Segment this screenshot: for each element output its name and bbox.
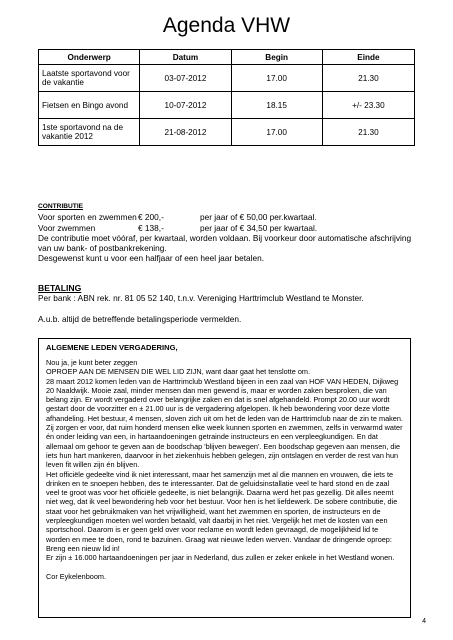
column-header-datum: Datum (140, 50, 231, 65)
vergadering-body (46, 358, 404, 581)
contributie-heading: CONTRIBUTIE (38, 203, 84, 210)
table-row (39, 65, 415, 92)
contributie-line-zwemmen (38, 223, 418, 233)
betaling-line: Per bank : ABN rek. nr. 81 05 52 140, t.n.v. Vereniging Harttrimclub Westland te Monster. (38, 293, 364, 304)
contributie-amount: € 200,- (138, 212, 164, 223)
table-cell-einde: 21.30 (322, 65, 414, 92)
vergadering-signature: Cor Eykelenboom. (46, 571, 107, 581)
table-header-row (39, 50, 415, 65)
contributie-amount: € 138,- (138, 222, 164, 233)
contributie-terms: per jaar of € 34,50 per kwartaal. (200, 222, 318, 233)
table-cell-begin: 17.00 (231, 65, 322, 92)
contributie-text-halfjaar: Desgewenst kunt u voor een halfjaar of een heel jaar betalen. (38, 253, 265, 264)
table-cell-onderwerp: Fietsen en Bingo avond (39, 92, 140, 119)
betaling-note: A.u.b. altijd de betreffende betalingsperiode vermelden. (38, 313, 242, 324)
contributie-label: Voor zwemmen (38, 222, 96, 233)
contributie-text: De contributie moet vóóraf, per kwartaal, worden voldaan. Bij voorkeur door automatische afschrijving van uw bank- of postbankrekening. (38, 232, 412, 254)
column-header-onderwerp: Onderwerp (39, 50, 140, 65)
page-number: 4 (422, 618, 426, 625)
table-cell-onderwerp: 1ste sportavond na de vakantie 2012 (39, 119, 140, 146)
table-cell-datum: 03-07-2012 (140, 65, 231, 92)
table-row (39, 119, 415, 146)
page-title: Agenda VHW (162, 14, 291, 37)
column-header-begin: Begin (231, 50, 322, 65)
betaling-heading: BETALING (38, 283, 82, 293)
contributie-section (38, 202, 418, 264)
table-cell-einde: +/- 23.30 (322, 92, 414, 119)
column-header-einde: Einde (322, 50, 414, 65)
table-cell-begin: 18.15 (231, 92, 322, 119)
agenda-table (38, 49, 415, 146)
vergadering-paragraph: Het officiële gedeelte vind ik niet interessant, maar het samenzijn met al die mannen en vrouwen, die iets te drinken en te snoepen hebben, des te interessanter. Dat de geluidsinstallatie veel te hard stond en de zaal veel te groot was voor het officiële gedeelte, is niet belangrijk. Daarna werd het pas gezellig. Dit alles neemt niet weg, dat ik veel bewondering heb voor het bestuur. Voor hen is het liefdewerk. De sobere contributie, die staat voor het gebruikmaken van het vrijwilligheid, want het zwemmen en sporten, de instructeurs en de verpleegkundigen moeten wel worden betaald, valt daarbij in het niet. Vergelijk het met de kosten van een sportschool. Daarom is er geen geld over voor reclame en wordt leden gevraagd, de mogelijkheid lid te worden en mee te doen, rond te bazuinen. Graag wat nieuwe leden werven. Vandaar de dringende oproep: Breng een nieuw lid in! (46, 469, 398, 553)
vergadering-title: ALGEMENE LEDEN VERGADERING, (46, 343, 178, 352)
table-row (39, 92, 415, 119)
vergadering-paragraph: Er zijn ± 16.000 hartaandoeningen per jaar in Nederland, dus zullen er zeker enkele in het Westland wonen. (46, 553, 395, 563)
table-cell-datum: 21-08-2012 (140, 119, 231, 146)
table-cell-onderwerp: Laatste sportavond voor de vakantie (39, 65, 140, 92)
table-cell-begin: 17.00 (231, 119, 322, 146)
table-cell-datum: 10-07-2012 (140, 92, 231, 119)
contributie-line-sporten (38, 212, 418, 222)
contributie-terms: per jaar of € 50,00 per.kwartaal. (200, 212, 317, 223)
vergadering-paragraph: 28 maart 2012 komen leden van de Harttrimclub Westland bijeen in een zaal van HOF VAN HEDEN, Dijkweg 20 Naaldwijk. Mooie zaal, minder mensen dan men gewend is, maar er worden zaken besproken, die van belang zijn. Er wordt vergaderd over belangrijke zaken en dat is snel afgehandeld. Prompt 20.00 uur wordt gestart door de voorzitter en ± 21.00 uur is de vergadering afgelopen. Ik heb bewondering voor deze vlotte afhandeling. Het bestuur, 4 mensen, sloven zich uit om het de leden van de Harttrimclub naar de zin te maken. Zij zorgen er voor, dat ruim honderd mensen elke week kunnen sporten en zwemmen, zelfs in verwarmd water én onder leiding van een, in hartaandoeningen getrainde instructeurs en een verpleegkundigen. En dat allemaal om gehoor te geven aan de boodschap 'blijven bewegen'. Een boodschap gegeven aan mensen, die iets hun hart mankeren, daarvoor in het ziekenhuis hebben gelegen, zijn ontslagen en verder de rest van hun leven fit willen zijn én blijven. (46, 376, 403, 470)
contributie-label: Voor sporten en zwemmen (38, 212, 137, 223)
vergadering-oproep: OPROEP AAN DE MENSEN DIE WEL LID ZIJN, want daar gaat het tenslotte om. (46, 367, 311, 377)
betaling-section (38, 283, 418, 324)
vergadering-intro: Nou ja, je kunt beter zeggen (46, 358, 138, 367)
table-cell-einde: 21.30 (322, 119, 414, 146)
